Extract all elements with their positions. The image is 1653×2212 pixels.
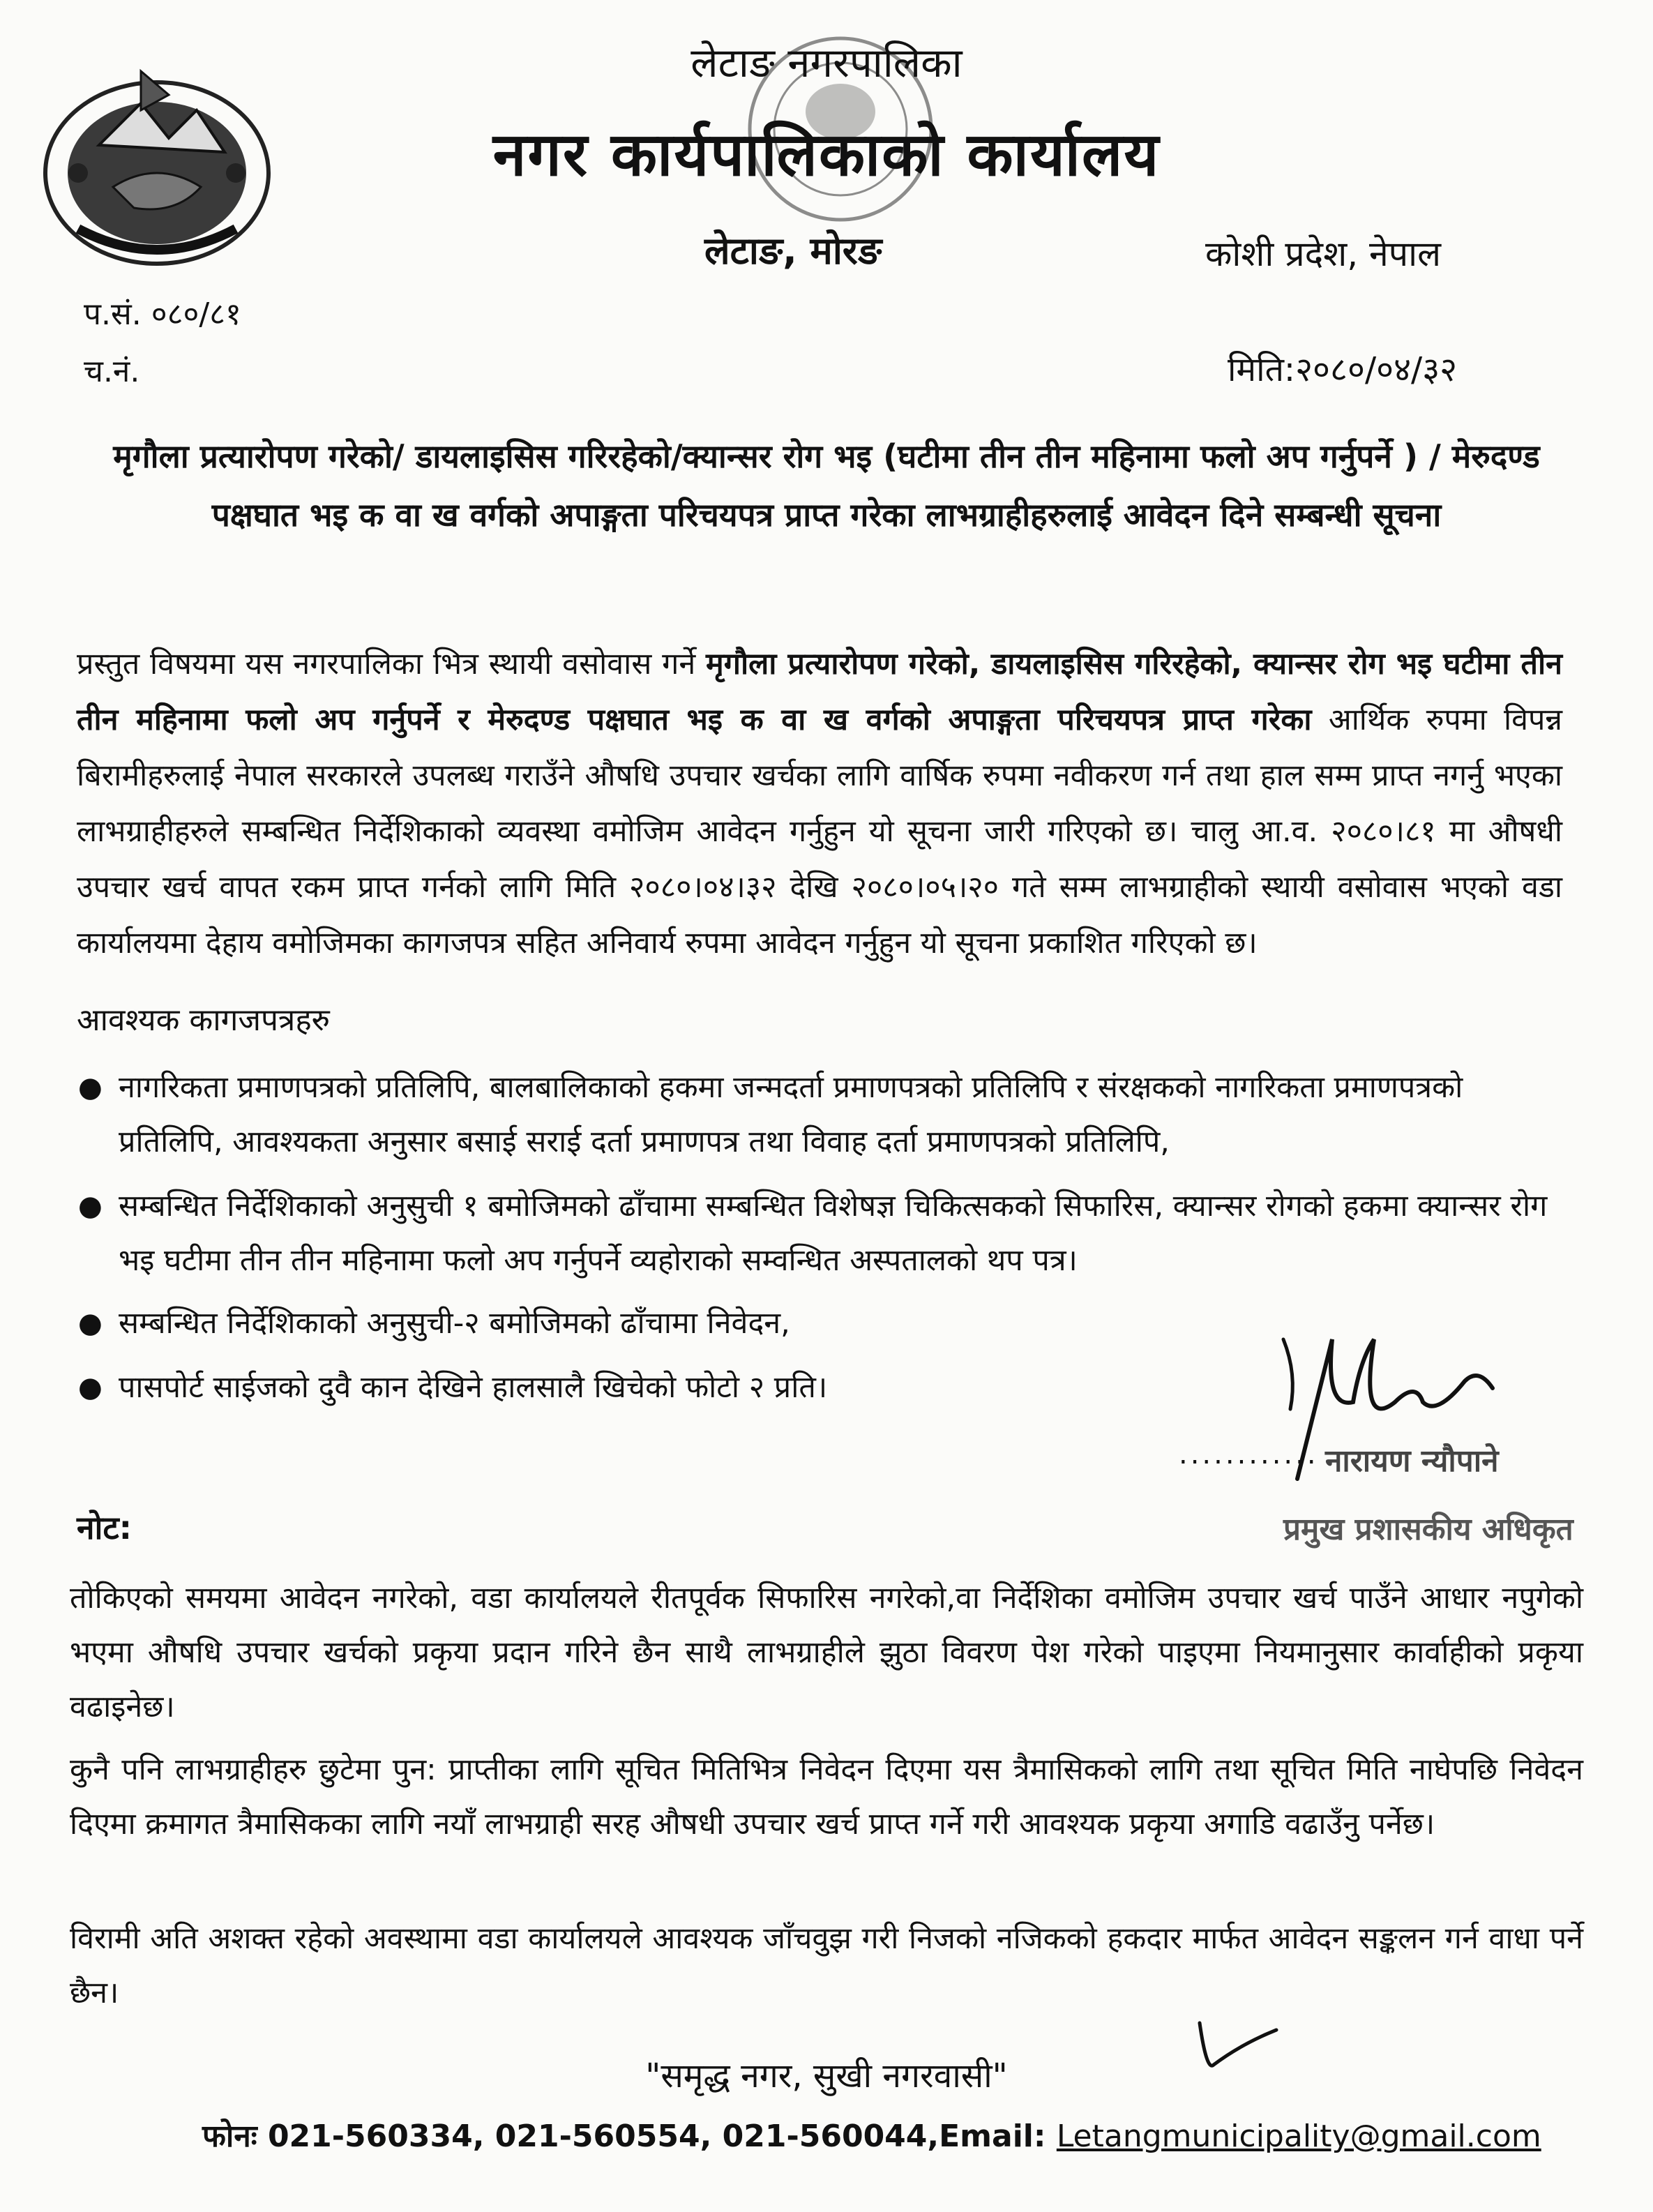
municipality-motto: "समृद्ध नगर, सुखी नगरवासी": [645, 2056, 1008, 2096]
note-paragraph: विरामी अति अशक्त रहेको अवस्थामा वडा कार्यालयले आवश्यक जाँचवुझ गरी निजको नजिकको हकदार मार्फत आवेदन सङ्कलन गर्न वाधा पर्ने छैन।: [70, 1921, 1583, 2010]
note-paragraph: कुनै पनि लाभग्राहीहरु छुटेमा पुन: प्राप्तीका लागि सूचित मितिभित्र निवेदन दिएमा यस त्रैमासिकको लागि तथा सूचित मिति नाघेपछि निवेदन दिएमा क्रमागत त्रैमासिकका लागि नयाँ लाभग्राही सरह औषधी उपचार खर्च प्राप्त गर्ने गरी आवश्यक प्रकृया अगाडि वढाउँनु पर्नेछ।: [70, 1752, 1583, 1842]
signatory-name: नारायण न्यौपाने: [1325, 1443, 1499, 1479]
requirement-text: नागरिकता प्रमाणपत्रको प्रतिलिपि, बालबालिकाको हकमा जन्मदर्ता प्रमाणपत्रको प्रतिलिपि र संरक्षकको नागरिकता प्रमाणपत्रको प्रतिलिपि, आवश्यकता अनुसार बसाई सराई दर्ता प्रमाणपत्र तथा विवाह दर्ता प्रमाणपत्रको प्रतिलिपि,: [119, 1070, 1463, 1159]
list-item: [78, 1179, 1548, 1288]
bullet-icon: ●: [78, 1371, 103, 1404]
signatory-title: प्रमुख प्रशासकीय अधिकृत: [1283, 1512, 1573, 1547]
office-location: लेटाङ, मोरङ: [704, 229, 882, 273]
note-paragraph: तोकिएको समयमा आवेदन नगरेको, वडा कार्यालयले रीतपूर्वक सिफारिस नगरेको,वा निर्देशिका वमोजिम उपचार खर्च पाउँने आधार नपुगेको भएमा औषधि उपचार खर्चको प्रकृया प्रदान गरिने छैन साथै लाभग्राहीले झुठा विवरण पेश गरेको पाइएमा नियमानुसार कार्वाहीको प्रकृया वढाइनेछ।: [70, 1581, 1583, 1724]
dispatch-number: च.नं.: [84, 354, 140, 389]
notice-body: [77, 636, 1562, 971]
bullet-icon: ●: [78, 1190, 103, 1222]
requirement-text: सम्बन्धित निर्देशिकाको अनुसुची-२ बमोजिमको ढाँचामा निवेदन,: [119, 1306, 790, 1341]
notice-subject: मृगौला प्रत्यारोपण गरेको/ डायलाइसिस गरिरहेको/क्यान्सर रोग भइ (घटीमा तीन तीन महिनामा फलो अप गर्नुपर्ने ) / मेरुदण्ड पक्षघात भइ क वा ख वर्गको अपाङ्गता परिचयपत्र प्राप्त गरेका लाभग्राहीहरुलाई आवेदन दिने सम्बन्धी सूचना: [113, 437, 1540, 534]
requirement-text: सम्बन्धित निर्देशिकाको अनुसुची १ बमोजिमको ढाँचामा सम्बन्धित विशेषज्ञ चिकित्सकको सिफारिस, क्यान्सर रोगको हकमा क्यान्सर रोग भइ घटीमा तीन तीन महिनामा फलो अप गर्नुपर्ने व्यहोराको सम्वन्धित अस्पतालको थप पत्र।: [119, 1189, 1548, 1278]
signature-line: ............: [1179, 1438, 1319, 1470]
contact-phone: फोनः 021-560334, 021-560554, 021-560044,Email:: [202, 2119, 1057, 2154]
note-heading: नोट:: [77, 1509, 133, 1547]
notice-date: मिति:२०८०/०४/३२: [1228, 350, 1458, 389]
requirements-heading: आवश्यक कागजपत्रहरु: [77, 1002, 330, 1038]
body-intro: प्रस्तुत विषयमा यस नगरपालिका भित्र स्थायी वसोवास गर्ने: [77, 647, 707, 682]
body-highlight: मृगौला प्रत्यारोपण गरेको, डायलाइसिस गरिरहेको, क्यान्सर रोग भइ घटीमा तीन तीन महिनामा फलो अप गर्नुपर्ने र मेरुदण्ड पक्षघात भइ क वा ख वर्गको अपाङ्गता परिचयपत्र प्राप्त गरेका: [77, 647, 1562, 737]
body-rest: आर्थिक रुपमा विपन्न बिरामीहरुलाई नेपाल सरकारले उपलब्ध गराउँने औषधि उपचार खर्चका लागि वार्षिक रुपमा नवीकरण गर्न तथा हाल सम्म प्राप्त नगर्नु भएका लाभग्राहीहरुले सम्बन्धित निर्देशिकाको व्यवस्था वमोजिम आवेदन गर्नुहुन यो सूचना जारी गरिएको छ। चालु आ.व. २०८०।८१ मा औषधी उपचार खर्च वापत रकम प्राप्त गर्नको लागि मिति २०८०।०४।३२ देखि २०८०।०५।२० गते सम्म लाभग्राहीको स्थायी वसोवास भएको वडा कार्यालयमा देहाय वमोजिमका कागजपत्र सहित अनिवार्य रुपमा आवेदन गर्नुहुन यो सूचना प्रकाशित गरिएको छ।: [77, 702, 1563, 961]
office-title: नगर कार्यपालिकाको कार्यालय: [492, 120, 1161, 190]
reference-number: प.सं. ०८०/८१: [84, 296, 241, 332]
bullet-icon: ●: [78, 1071, 103, 1104]
contact-info: [202, 2114, 1541, 2155]
bullet-icon: ●: [78, 1307, 103, 1339]
contact-email-link[interactable]: Letangmunicipality@gmail.com: [1056, 2119, 1541, 2154]
list-item: [78, 1060, 1548, 1169]
municipality-name: लेटाङ नगरपालिका: [690, 39, 963, 86]
province-label: कोशी प्रदेश, नेपाल: [1205, 234, 1441, 274]
requirement-text: पासपोर्ट साईजको दुवै कान देखिने हालसालै खिचेको फोटो २ प्रति।: [119, 1370, 828, 1405]
